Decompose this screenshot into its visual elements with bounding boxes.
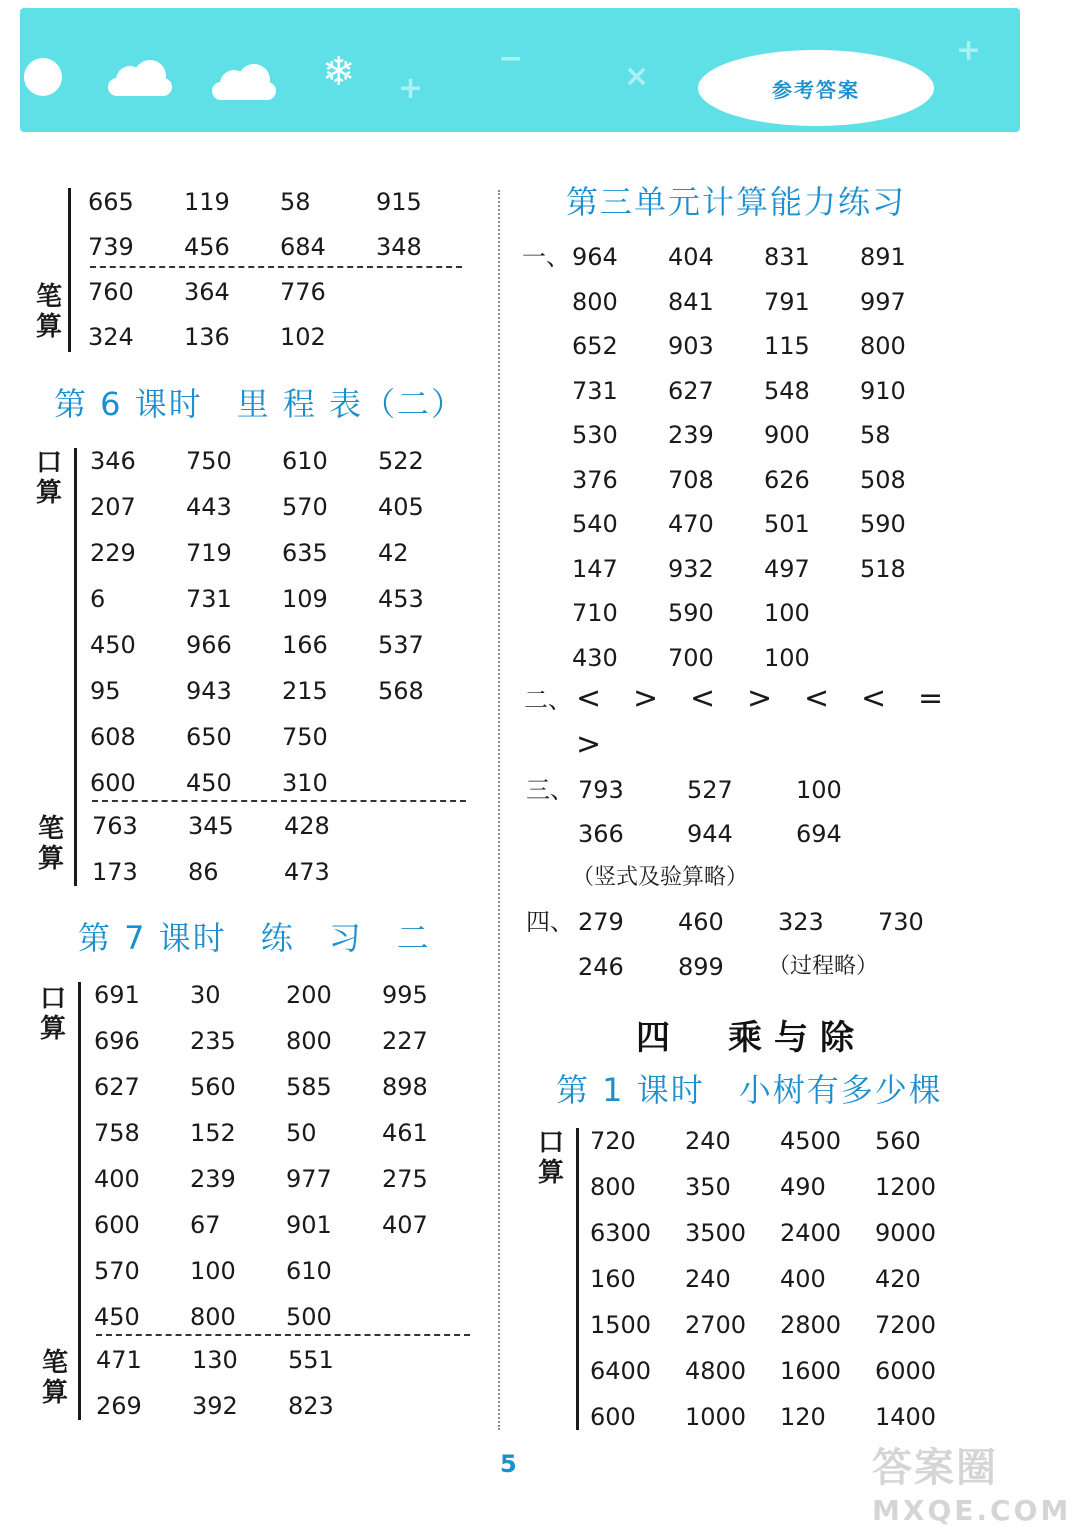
- answer-value: 100: [796, 776, 842, 804]
- answer-value: 997: [860, 288, 906, 316]
- answer-value: 2700: [685, 1311, 747, 1339]
- answer-value: 750: [186, 447, 232, 475]
- watermark-url: MXQE.COM: [872, 1494, 1071, 1527]
- answer-value: 730: [878, 908, 924, 936]
- answer-value: 694: [796, 820, 842, 848]
- answer-value: 4500: [780, 1127, 842, 1155]
- answer-value: 776: [280, 278, 326, 306]
- answer-value: 522: [378, 447, 424, 475]
- answer-value: 456: [184, 233, 230, 261]
- answer-value: 964: [572, 243, 618, 271]
- answer-value: 3500: [685, 1219, 747, 1247]
- answer-value: 1000: [685, 1403, 747, 1431]
- answer-value: 7200: [875, 1311, 937, 1339]
- bisuan-label: 笔算: [35, 282, 62, 342]
- answer-value: 551: [288, 1346, 334, 1374]
- answer-value: 407: [382, 1211, 428, 1239]
- answer-value: 348: [376, 233, 422, 261]
- answer-value: 229: [90, 539, 136, 567]
- answer-value: 2400: [780, 1219, 842, 1247]
- answer-value: 600: [90, 769, 136, 797]
- answer-value: 540: [572, 510, 618, 538]
- answer-value: 610: [286, 1257, 332, 1285]
- answer-value: 903: [668, 332, 714, 360]
- answer-value: 800: [860, 332, 906, 360]
- answer-value: 650: [186, 723, 232, 751]
- answer-value: 900: [764, 421, 810, 449]
- part-4-marker: 四、: [526, 908, 574, 936]
- answer-value: 760: [88, 278, 134, 306]
- answer-value: 891: [860, 243, 906, 271]
- answer-value: 392: [192, 1392, 238, 1420]
- answer-value: 739: [88, 233, 134, 261]
- answer-value: 700: [668, 644, 714, 672]
- answer-value: 530: [572, 421, 618, 449]
- lesson-6-title: 第 6 课时 里 程 表（二）: [54, 385, 466, 423]
- answer-value: 376: [572, 466, 618, 494]
- section-bar: [78, 982, 81, 1420]
- kousuan-label: 口算: [39, 984, 66, 1044]
- dashed-separator: [92, 800, 466, 802]
- answer-value: 910: [860, 377, 906, 405]
- answer-value: 966: [186, 631, 232, 659]
- answer-value: 710: [572, 599, 618, 627]
- answer-value: 443: [186, 493, 232, 521]
- answer-value: 404: [668, 243, 714, 271]
- section-bar: [74, 448, 77, 886]
- answer-value: 560: [875, 1127, 921, 1155]
- answer-value: 823: [288, 1392, 334, 1420]
- answer-value: 100: [764, 644, 810, 672]
- answer-value: 450: [186, 769, 232, 797]
- answer-value: 793: [578, 776, 624, 804]
- kousuan-label: 口算: [537, 1128, 564, 1188]
- cloud-icon: [212, 70, 272, 98]
- answer-value: 750: [282, 723, 328, 751]
- dashed-separator: [90, 266, 462, 268]
- answer-value: 136: [184, 323, 230, 351]
- answer-value: 800: [190, 1303, 236, 1331]
- answer-value: 200: [286, 981, 332, 1009]
- answer-value: 2800: [780, 1311, 842, 1339]
- sun-icon: [24, 58, 62, 96]
- answer-value: 691: [94, 981, 140, 1009]
- answer-value: 627: [94, 1073, 140, 1101]
- answer-value: 350: [685, 1173, 731, 1201]
- bisuan-label: 笔算: [41, 1348, 68, 1408]
- answer-value: 160: [590, 1265, 636, 1293]
- answer-badge-label: 参考答案: [772, 78, 860, 102]
- answer-value: 460: [678, 908, 724, 936]
- answer-value: 239: [190, 1165, 236, 1193]
- answer-value: 324: [88, 323, 134, 351]
- answer-value: 898: [382, 1073, 428, 1101]
- answer-value: 58: [280, 188, 311, 216]
- answer-value: 600: [590, 1403, 636, 1431]
- comparison-symbol: >: [633, 681, 659, 716]
- dashed-separator: [96, 1334, 470, 1336]
- answer-value: 708: [668, 466, 714, 494]
- comparison-symbol: <: [690, 681, 716, 716]
- part-1-marker: 一、: [522, 243, 570, 271]
- answer-value: 841: [668, 288, 714, 316]
- kousuan-label: 口算: [35, 448, 62, 508]
- unit-3-title: 第三单元计算能力练习: [566, 183, 907, 221]
- answer-value: 719: [186, 539, 232, 567]
- answer-value: 147: [572, 555, 618, 583]
- answer-value: 240: [685, 1127, 731, 1155]
- part-3-marker: 三、: [526, 776, 574, 804]
- answer-value: 240: [685, 1265, 731, 1293]
- answer-value: 67: [190, 1211, 221, 1239]
- lesson-7-title: 第 7 课时 练 习 二: [78, 919, 431, 957]
- times-icon: ×: [624, 59, 650, 94]
- answer-value: 166: [282, 631, 328, 659]
- answer-value: 901: [286, 1211, 332, 1239]
- comparison-symbol: =: [918, 681, 944, 716]
- answer-value: 428: [284, 812, 330, 840]
- snowflake-icon: ❄: [322, 49, 356, 95]
- lesson-1-title: 第 1 课时 小树有多少棵: [556, 1071, 943, 1109]
- comparison-symbol: <: [861, 681, 887, 716]
- answer-value: 207: [90, 493, 136, 521]
- answer-value: 570: [282, 493, 328, 521]
- answer-value: 915: [376, 188, 422, 216]
- answer-value: 560: [190, 1073, 236, 1101]
- answer-value: 590: [668, 599, 714, 627]
- plus-icon: +: [398, 71, 424, 106]
- answer-value: 173: [92, 858, 138, 886]
- column-divider: [498, 190, 500, 1430]
- answer-value: 235: [190, 1027, 236, 1055]
- answer-value: 120: [780, 1403, 826, 1431]
- section-bar: [68, 188, 71, 352]
- answer-value: 944: [687, 820, 733, 848]
- answer-value: 4800: [685, 1357, 747, 1385]
- answer-value: 6000: [875, 1357, 937, 1385]
- watermark-logo: 答案圈: [872, 1445, 998, 1491]
- answer-value: 453: [378, 585, 424, 613]
- answer-value: 215: [282, 677, 328, 705]
- answer-value: 684: [280, 233, 326, 261]
- answer-value: 100: [764, 599, 810, 627]
- page-number: 5: [500, 1450, 517, 1478]
- answer-value: 400: [780, 1265, 826, 1293]
- answer-value: 109: [282, 585, 328, 613]
- bisuan-label: 笔算: [37, 814, 64, 874]
- part-3-note: （竖式及验算略）: [572, 865, 749, 890]
- answer-value: 86: [188, 858, 219, 886]
- answer-value: 269: [96, 1392, 142, 1420]
- answer-value: 430: [572, 644, 618, 672]
- answer-value: 600: [94, 1211, 140, 1239]
- answer-value: 50: [286, 1119, 317, 1147]
- answer-value: 400: [94, 1165, 140, 1193]
- plus-icon: +: [956, 33, 982, 68]
- answer-value: 6300: [590, 1219, 652, 1247]
- comparison-symbol: >: [576, 727, 602, 762]
- answer-value: 6: [90, 585, 106, 613]
- answer-value: 366: [578, 820, 624, 848]
- answer-value: 239: [668, 421, 714, 449]
- answer-value: 570: [94, 1257, 140, 1285]
- comparison-symbol: <: [804, 681, 830, 716]
- answer-value: 665: [88, 188, 134, 216]
- answer-value: 246: [578, 953, 624, 981]
- answer-value: 943: [186, 677, 232, 705]
- answer-value: 626: [764, 466, 810, 494]
- minus-icon: −: [498, 41, 524, 76]
- answer-value: 696: [94, 1027, 140, 1055]
- part-2-marker: 二、: [524, 686, 572, 714]
- answer-value: 6400: [590, 1357, 652, 1385]
- unit-4-title: 四 乘与除: [636, 1018, 866, 1058]
- answer-value: 102: [280, 323, 326, 351]
- answer-value: 450: [90, 631, 136, 659]
- answer-value: 364: [184, 278, 230, 306]
- answer-value: 100: [190, 1257, 236, 1285]
- answer-value: 279: [578, 908, 624, 936]
- answer-value: 610: [282, 447, 328, 475]
- answer-value: 568: [378, 677, 424, 705]
- answer-value: 548: [764, 377, 810, 405]
- answer-value: 1600: [780, 1357, 842, 1385]
- comparison-symbol: >: [747, 681, 773, 716]
- answer-value: 608: [90, 723, 136, 751]
- answer-value: 731: [572, 377, 618, 405]
- answer-value: 346: [90, 447, 136, 475]
- answer-value: 800: [572, 288, 618, 316]
- answer-value: 720: [590, 1127, 636, 1155]
- answer-value: 323: [778, 908, 824, 936]
- answer-value: 763: [92, 812, 138, 840]
- answer-value: 831: [764, 243, 810, 271]
- answer-value: 115: [764, 332, 810, 360]
- answer-value: 345: [188, 812, 234, 840]
- answer-value: 627: [668, 377, 714, 405]
- answer-value: 227: [382, 1027, 428, 1055]
- answer-value: 1400: [875, 1403, 937, 1431]
- comparison-symbol: <: [576, 681, 602, 716]
- answer-value: 995: [382, 981, 428, 1009]
- answer-value: 9000: [875, 1219, 937, 1247]
- answer-value: 119: [184, 188, 230, 216]
- answer-value: 275: [382, 1165, 428, 1193]
- answer-value: 537: [378, 631, 424, 659]
- answer-value: 310: [282, 769, 328, 797]
- answer-value: 590: [860, 510, 906, 538]
- answer-value: 152: [190, 1119, 236, 1147]
- part-4-note: （过程略）: [768, 954, 879, 979]
- answer-value: 470: [668, 510, 714, 538]
- answer-value: 791: [764, 288, 810, 316]
- answer-value: 652: [572, 332, 618, 360]
- answer-value: 800: [590, 1173, 636, 1201]
- answer-value: 508: [860, 466, 906, 494]
- answer-value: 731: [186, 585, 232, 613]
- answer-value: 405: [378, 493, 424, 521]
- answer-value: 899: [678, 953, 724, 981]
- answer-value: 42: [378, 539, 409, 567]
- section-bar: [576, 1128, 579, 1430]
- answer-value: 635: [282, 539, 328, 567]
- answer-value: 585: [286, 1073, 332, 1101]
- answer-value: 420: [875, 1265, 921, 1293]
- answer-value: 490: [780, 1173, 826, 1201]
- answer-value: 527: [687, 776, 733, 804]
- answer-value: 932: [668, 555, 714, 583]
- answer-value: 518: [860, 555, 906, 583]
- answer-value: 500: [286, 1303, 332, 1331]
- answer-value: 1500: [590, 1311, 652, 1339]
- answer-value: 130: [192, 1346, 238, 1374]
- answer-value: 758: [94, 1119, 140, 1147]
- answer-value: 58: [860, 421, 891, 449]
- cloud-icon: [108, 66, 168, 94]
- answer-value: 30: [190, 981, 221, 1009]
- answer-value: 800: [286, 1027, 332, 1055]
- answer-value: 497: [764, 555, 810, 583]
- answer-value: 471: [96, 1346, 142, 1374]
- answer-value: 501: [764, 510, 810, 538]
- answer-value: 1200: [875, 1173, 937, 1201]
- answer-value: 450: [94, 1303, 140, 1331]
- answer-value: 95: [90, 677, 121, 705]
- answer-value: 977: [286, 1165, 332, 1193]
- answer-value: 461: [382, 1119, 428, 1147]
- answer-value: 473: [284, 858, 330, 886]
